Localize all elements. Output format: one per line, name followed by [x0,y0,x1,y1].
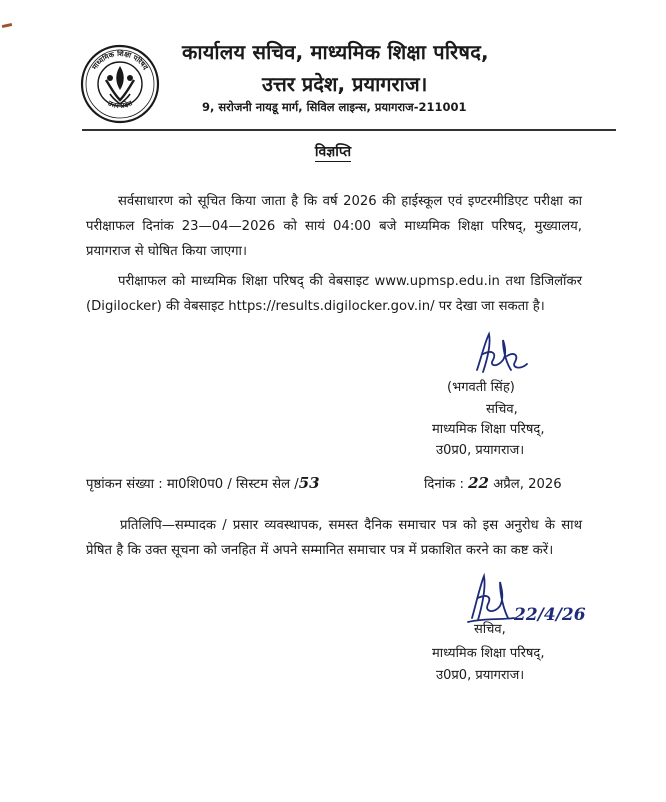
signatory-2-org: माध्यमिक शिक्षा परिषद्, [432,646,545,661]
copy-to-paragraph: प्रतिलिपि—सम्पादक / प्रसार व्यवस्थापक, समस्त दैनिक समाचार पत्र को इस अनुरोध के साथ प्रेषित है कि उक्त सूचना को जनहित में अपने सम्मानित समाचार पत्र में प्रकाशित करने का कष्ट करें। [86,518,582,559]
signatory-2-title: सचिव, [474,622,506,637]
notice-paragraph-announcement: सर्वसाधारण को सूचित किया जाता है कि वर्ष 2026 की हाईस्कूल एवं इण्टरमीडिएट परीक्षा का परीक्षाफल दिनांक 23—04—2026 को सायं 04:00 बजे माध्यमिक शिक्षा परिषद्, मुख्यालय, प्रयागराज से घोषित किया जाएगा। [86,194,582,260]
notice-paragraph-websites: परीक्षाफल को माध्यमिक शिक्षा परिषद् की वेबसाइट www.upmsp.edu.in तथा डिजिलॉकर (Digilocker) की वेबसाइट https://results.digilocker.gov.in/ पर देखा जा सकता है। [86,274,582,315]
signatory-name: (भगवती सिंह) [447,380,515,395]
seal-text-top: माध्यमिक शिक्षा परिषद [90,49,150,72]
date-label: दिनांक : [424,477,464,492]
office-subtitle: उत्तर प्रदेश, प्रयागराज। [262,72,428,96]
office-address: 9, सरोजनी नायडू मार्ग, सिविल लाइन्स, प्रयागराज-211001 [202,100,467,114]
handwritten-date: 22/4/26 [514,605,586,625]
endorsement-number [86,474,320,492]
office-title: कार्यालय सचिव, माध्यमिक शिक्षा परिषद, [182,40,489,64]
header-divider [82,129,616,131]
board-seal-emblem [80,44,160,124]
signatory-1-org: माध्यमिक शिक्षा परिषद्, [432,422,545,437]
endorsement-handwritten-number: 53 [298,474,320,492]
date-month-year: अप्रैल, 2026 [493,477,562,492]
corner-mark [2,23,12,28]
notice-title [0,142,666,161]
signatory-1-title: सचिव, [486,402,518,417]
signature-1 [463,330,533,376]
endorsement-label: पृष्ठांकन संख्या : मा0शि0प0 / सिस्टम सेल / [86,477,299,492]
date-handwritten-day: 22 [468,474,489,492]
seal-text-bottom: उत्तर प्रदेश [106,99,134,111]
endorsement-date [424,474,562,492]
notice-title-text: विज्ञप्ति [314,144,352,160]
signatory-2-place: उ0प्र0, प्रयागराज। [436,668,525,683]
signatory-1-place: उ0प्र0, प्रयागराज। [436,443,525,458]
